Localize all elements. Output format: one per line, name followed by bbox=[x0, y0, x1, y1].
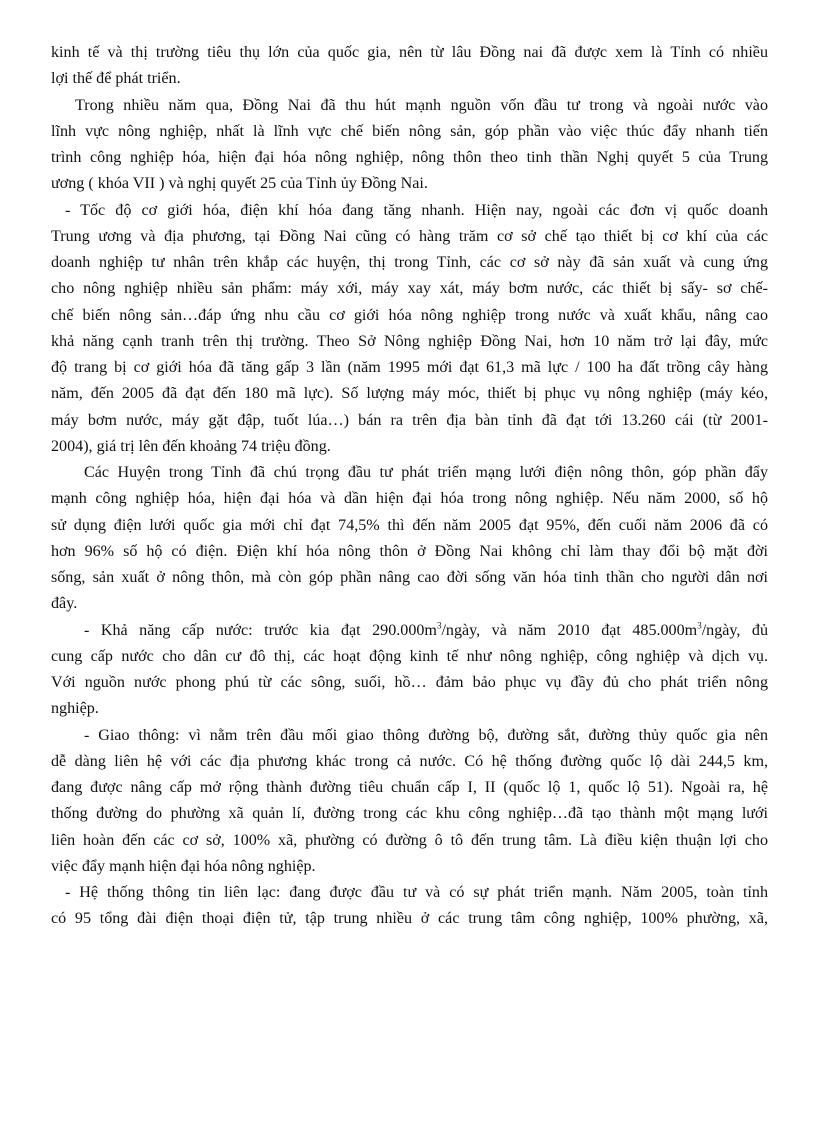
text-line: kinh tế và thị trường tiêu thụ lớn của quốc gia, nên từ lâu Đồng nai đã được xem là Tỉnh có nhiều bbox=[51, 44, 768, 61]
text-line: doanh nghiệp tư nhân trên khắp các huyện, thị trong Tỉnh, các cơ sở này đã sản xuất và cung ứng bbox=[51, 254, 768, 271]
superscript: 3 bbox=[436, 620, 442, 631]
text-fragment: /ngày, đủ bbox=[701, 621, 769, 639]
text-line: có 95 tổng đài điện thoại điện tử, tập trung nhiều ở các trung tâm công nghiệp, 100% phường, xã, bbox=[51, 910, 768, 928]
text-line: lĩnh vực nông nghiệp, nhất là lĩnh vực chế biến nông sản, góp phần vào việc thúc đẩy nhanh tiến bbox=[51, 122, 768, 140]
text-line: lợi thế để phát triển. bbox=[51, 70, 181, 88]
text-line: sử dụng điện lưới quốc gia mới chỉ đạt 74,5% thì đến năm 2005 đạt 95%, đến cuối năm 2006 đã có bbox=[51, 516, 768, 534]
text-line: chế biến nông sản…đáp ứng nhu cầu cơ giới hóa nông nghiệp trong nước và xuất khẩu, nâng cao bbox=[51, 306, 768, 324]
text-line: đang được nâng cấp mở rộng thành đường tiêu chuẩn cấp I, II (quốc lộ 1, quốc lộ 51). Ngoài ra, hệ bbox=[51, 779, 768, 796]
text-line: khả năng cạnh tranh trên thị trường. Theo Sở Nông nghiệp Đồng Nai, hơn 10 năm trở lại đây, mức bbox=[51, 332, 768, 350]
text-line: việc đẩy mạnh hiện đại hóa nông nghiệp. bbox=[51, 857, 316, 875]
text-line: mạnh công nghiệp hóa, hiện đại hóa và dần hiện đại hóa trong nông nghiệp. Nếu năm 2000, số hộ bbox=[51, 490, 768, 508]
text-line: hơn 96% số hộ có điện. Điện khí hóa nông thôn ở Đồng Nai không chỉ làm thay đổi bộ mặt đời bbox=[51, 542, 768, 560]
text-line: trình công nghiệp hóa, hiện đại hóa nông nghiệp, nông thôn theo tinh thần Nghị quyết 5 của Trung bbox=[51, 149, 768, 166]
text-line bbox=[51, 618, 768, 644]
paragraph-transport bbox=[51, 723, 768, 881]
paragraph-investment bbox=[51, 93, 768, 198]
text-line: máy bơm nước, máy gặt đập, tuốt lúa…) bán ra trên địa bàn tỉnh đã đạt tới 13.260 cái (từ 2001- bbox=[51, 411, 768, 429]
paragraph-mechanization bbox=[51, 198, 768, 461]
document-page bbox=[51, 40, 768, 933]
text-line: cung cấp nước cho dân cư đô thị, các hoạt động kinh tế như nông nghiệp, công nghiệp và dịch vụ. bbox=[51, 647, 768, 665]
text-line: cho nông nghiệp nhiều sản phẩm: máy xới, máy xay xát, máy bơm nước, các thiết bị sấy- sơ chế- bbox=[51, 280, 768, 298]
paragraph-electrification bbox=[51, 460, 768, 618]
superscript: 3 bbox=[697, 620, 702, 631]
text-line: - Giao thông: vì nằm trên đầu mối giao thông đường bộ, đường sắt, đường thủy quốc gia nên bbox=[84, 726, 768, 744]
text-line: thống đường do phường xã quản lí, đường trong các khu công nghiệp…đã tạo thành một mạng lưới bbox=[51, 805, 768, 823]
text-line: dễ dàng liên hệ với các địa phương khác trong cả nước. Có hệ thống đường quốc lộ dài 244,5 km, bbox=[51, 752, 768, 770]
text-line: Với nguồn nước phong phú từ các sông, suối, hồ… đảm bảo phục vụ đầy đủ cho phát triển nông bbox=[51, 674, 768, 691]
text-line: Trung ương và địa phương, tại Đồng Nai cũng có hàng trăm cơ sở chế tạo thiết bị cơ khí của các bbox=[51, 227, 768, 245]
text-line: nghiệp. bbox=[51, 700, 99, 718]
text-line: đây. bbox=[51, 595, 78, 613]
paragraph-water-supply bbox=[51, 618, 768, 723]
text-fragment: - Khả năng cấp nước: trước kia đạt 290.000m bbox=[84, 621, 437, 639]
text-line: độ trang bị cơ giới hóa đã tăng gấp 3 lần (năm 1995 mới đạt 61,3 mã lực / 100 ha đất trồng cây hàng bbox=[51, 359, 768, 376]
text-fragment: /ngày, và năm 2010 đạt 485.000m bbox=[441, 621, 698, 639]
text-line: ương ( khóa VII ) và nghị quyết 25 của Tỉnh ủy Đồng Nai. bbox=[51, 175, 428, 193]
paragraph-intro-continued bbox=[51, 40, 768, 93]
text-line: sống, sản xuất ở nông thôn, mà còn góp phần nâng cao đời sống văn hóa tinh thần cho người dân nơi bbox=[51, 569, 768, 586]
text-line: Các Huyện trong Tỉnh đã chú trọng đầu tư phát triển mạng lưới điện nông thôn, góp phần đẩy bbox=[84, 464, 768, 481]
text-line: năm, đến 2005 đã đạt đến 180 mã lực). Số lượng máy móc, thiết bị phục vụ nông nghiệp (máy kéo, bbox=[51, 385, 768, 403]
text-line: 2004), giá trị lên đến khoảng 74 triệu đồng. bbox=[51, 437, 331, 455]
paragraph-communication bbox=[51, 880, 768, 933]
text-line: liên hoàn đến các cơ sở, 100% xã, phường có đường ô tô đến trung tâm. Là điều kiện thuận lợi cho bbox=[51, 831, 768, 849]
text-line: Trong nhiều năm qua, Đồng Nai đã thu hút mạnh nguồn vốn đầu tư trong và ngoài nước vào bbox=[75, 96, 768, 114]
text-line: - Hệ thống thông tin liên lạc: đang được đầu tư và có sự phát triển mạnh. Năm 2005, toàn tỉnh bbox=[65, 884, 768, 901]
text-line: - Tốc độ cơ giới hóa, điện khí hóa đang tăng nhanh. Hiện nay, ngoài các đơn vị quốc doanh bbox=[65, 201, 768, 219]
